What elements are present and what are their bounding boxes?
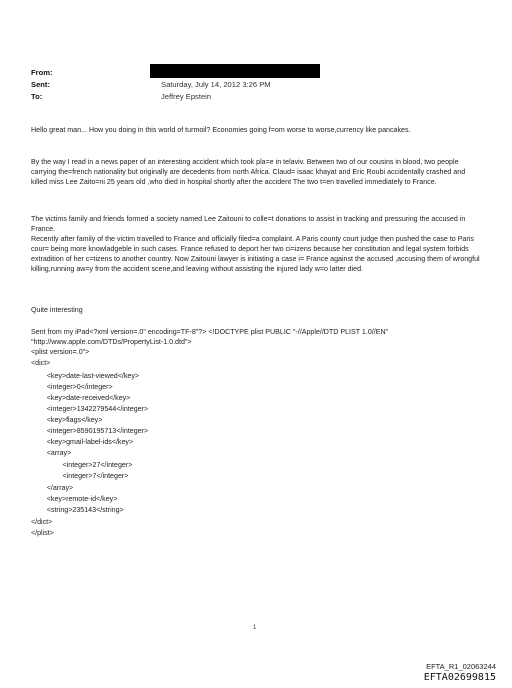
xml-line: <plist version=.0">	[31, 348, 90, 356]
paragraph-text: Hello great man... How you doing in this world of turmoil? Economies going f=om worse to worse,currency like pancakes.	[31, 126, 411, 134]
sent-label: Sent:	[31, 80, 50, 89]
redaction-bar	[150, 64, 320, 78]
xml-line: </dict>	[31, 518, 53, 526]
xml-line: <dict>	[31, 359, 51, 367]
paragraph-accident	[31, 157, 483, 187]
paragraph-text: By the way I read in a news paper of an interesting accident which took pla=e in telaviv. Between two of our cousins in blood, two people carrying the=french nationality but originally are decedents from north Africa. Claud= isaac khayat and Eric Roubi accidentally crashed and killed miss Lee Zaito=ni 25 years old ,who died in hospital shortly after the accident The two t=en travelled immediately to France.	[31, 158, 466, 187]
xml-line: <integer>27</integer>	[31, 461, 133, 469]
xml-line: <key>remote-id</key>	[31, 495, 118, 503]
xml-line: </plist>	[31, 529, 54, 537]
document-id-primary: EFTA_R1_02063244	[426, 662, 496, 671]
xml-line: <array>	[31, 449, 72, 457]
xml-line: <string>235143</string>	[31, 506, 124, 514]
xml-line: <key>date-last-viewed</key>	[31, 372, 140, 380]
paragraph-text: Quite interesting	[31, 306, 83, 314]
paragraph-closing	[31, 305, 483, 315]
paragraph-signature	[31, 327, 483, 347]
xml-line: <integer>8590195713</integer>	[31, 427, 149, 435]
page-number: 1	[253, 625, 257, 631]
xml-line: </array>	[31, 484, 74, 492]
paragraph-greeting	[31, 125, 483, 135]
to-value: Jeffrey Epstein	[161, 92, 212, 101]
paragraph-text: Recently after family of the victim travelled to France and officially filed=a complaint. A Paris county court judge then pushed the case to Paris cour= being more knowladgeble in such cases. France refused to deport her two ci=izens because her constitution and legal system forbids extradition of her c=tizens to another country. Now Zaitouni lawyer is initiating a case i= France against the accused ,accusing them of wrongful killing,running aw=y from the accident scene,and leaving without assisting the injured lady w=o latter died.	[31, 235, 480, 274]
xml-line: <key>gmail-label-ids</key>	[31, 438, 134, 446]
xml-line: <integer>1342279544</integer>	[31, 405, 149, 413]
xml-line: <key>flags</key>	[31, 416, 103, 424]
paragraph-society	[31, 214, 483, 275]
xml-line: <integer>7</integer>	[31, 472, 129, 480]
paragraph-text: The victims family and friends formed a society named Lee Zaitouni to colle=t donations to assist in tracking and pressuring the accused in France.	[31, 215, 466, 234]
document-id-secondary: EFTA02699815	[423, 672, 496, 683]
xml-line: <integer>0</integer>	[31, 383, 113, 391]
to-label: To:	[31, 92, 43, 101]
from-label: From:	[31, 68, 53, 77]
paragraph-text: Sent from my iPad<?xml version=.0" encoding=TF-8"?> <!DOCTYPE plist PUBLIC "-//Apple//DTD PLIST 1.0//EN" "http://www.apple.com/DTDs/PropertyList-1.0.dtd">	[31, 328, 389, 347]
xml-line: <key>date-received</key>	[31, 394, 131, 402]
sent-value: Saturday, July 14, 2012 3:26 PM	[161, 80, 271, 89]
